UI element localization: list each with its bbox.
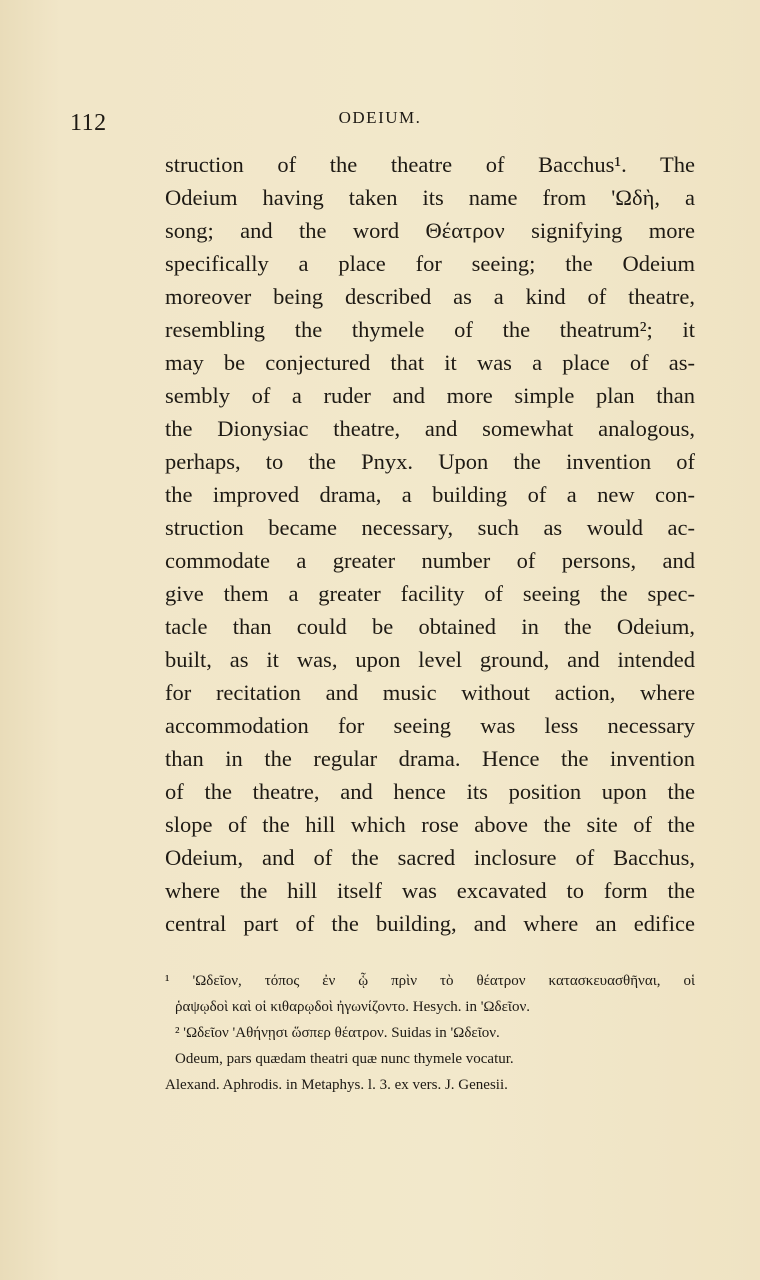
- text-line: perhaps, to the Pnyx. Upon the invention of: [165, 449, 695, 474]
- text-line: for recitation and music without action, where: [165, 680, 695, 705]
- text-line: than in the regular drama. Hence the invention: [165, 746, 695, 771]
- text-line: may be conjectured that it was a place of as-: [165, 350, 695, 375]
- footnote-line: ῥαψῳδοὶ καὶ οἱ κιθαρῳδοὶ ἠγωνίζοντο. Hesych. in 'Ωδεῖον.: [175, 999, 530, 1015]
- text-line: sembly of a ruder and more simple plan than: [165, 383, 695, 408]
- text-line: moreover being described as a kind of theatre,: [165, 284, 695, 309]
- text-line: accommodation for seeing was less necessary: [165, 713, 695, 738]
- footnote-line: Alexand. Aphrodis. in Metaphys. l. 3. ex vers. J. Genesii.: [165, 1077, 508, 1093]
- footnote-line: Odeum, pars quædam theatri quæ nunc thymele vocatur.: [175, 1051, 514, 1067]
- text-line: struction became necessary, such as would ac-: [165, 515, 695, 540]
- text-line: built, as it was, upon level ground, and intended: [165, 647, 695, 672]
- main-text: [165, 148, 695, 940]
- text-line: the improved drama, a building of a new con-: [165, 482, 695, 507]
- footnotes: [165, 968, 695, 1098]
- text-line: tacle than could be obtained in the Odeium,: [165, 614, 695, 639]
- footnote-line: ² 'Ωδεῖον 'Αθήνῃσι ὥσπερ θέατρον. Suidas in 'Ωδεῖον.: [175, 1025, 500, 1041]
- page-number: 112: [70, 110, 107, 136]
- text-line: commodate a greater number of persons, and: [165, 548, 695, 573]
- footnote-line: ¹ 'Ωδεῖον, τόπος ἐν ᾧ πρὶν τὸ θέατρον κατασκευασθῆναι, οἱ: [165, 973, 695, 989]
- text-line: Odeium having taken its name from 'Ωδὴ, a: [165, 185, 695, 210]
- text-line: specifically a place for seeing; the Odeium: [165, 251, 695, 276]
- text-line: central part of the building, and where an edifice: [165, 911, 695, 936]
- text-line: slope of the hill which rose above the site of the: [165, 812, 695, 837]
- text-line: struction of the theatre of Bacchus¹. The: [165, 152, 695, 177]
- text-line: song; and the word Θέατρον signifying more: [165, 218, 695, 243]
- text-line: resembling the thymele of the theatrum²; it: [165, 317, 695, 342]
- text-line: the Dionysiac theatre, and somewhat analogous,: [165, 416, 695, 441]
- text-line: of the theatre, and hence its position upon the: [165, 779, 695, 804]
- text-line: where the hill itself was excavated to form the: [165, 878, 695, 903]
- text-line: Odeium, and of the sacred inclosure of Bacchus,: [165, 845, 695, 870]
- text-line: give them a greater facility of seeing the spec-: [165, 581, 695, 606]
- running-head: ODEIUM.: [338, 108, 422, 127]
